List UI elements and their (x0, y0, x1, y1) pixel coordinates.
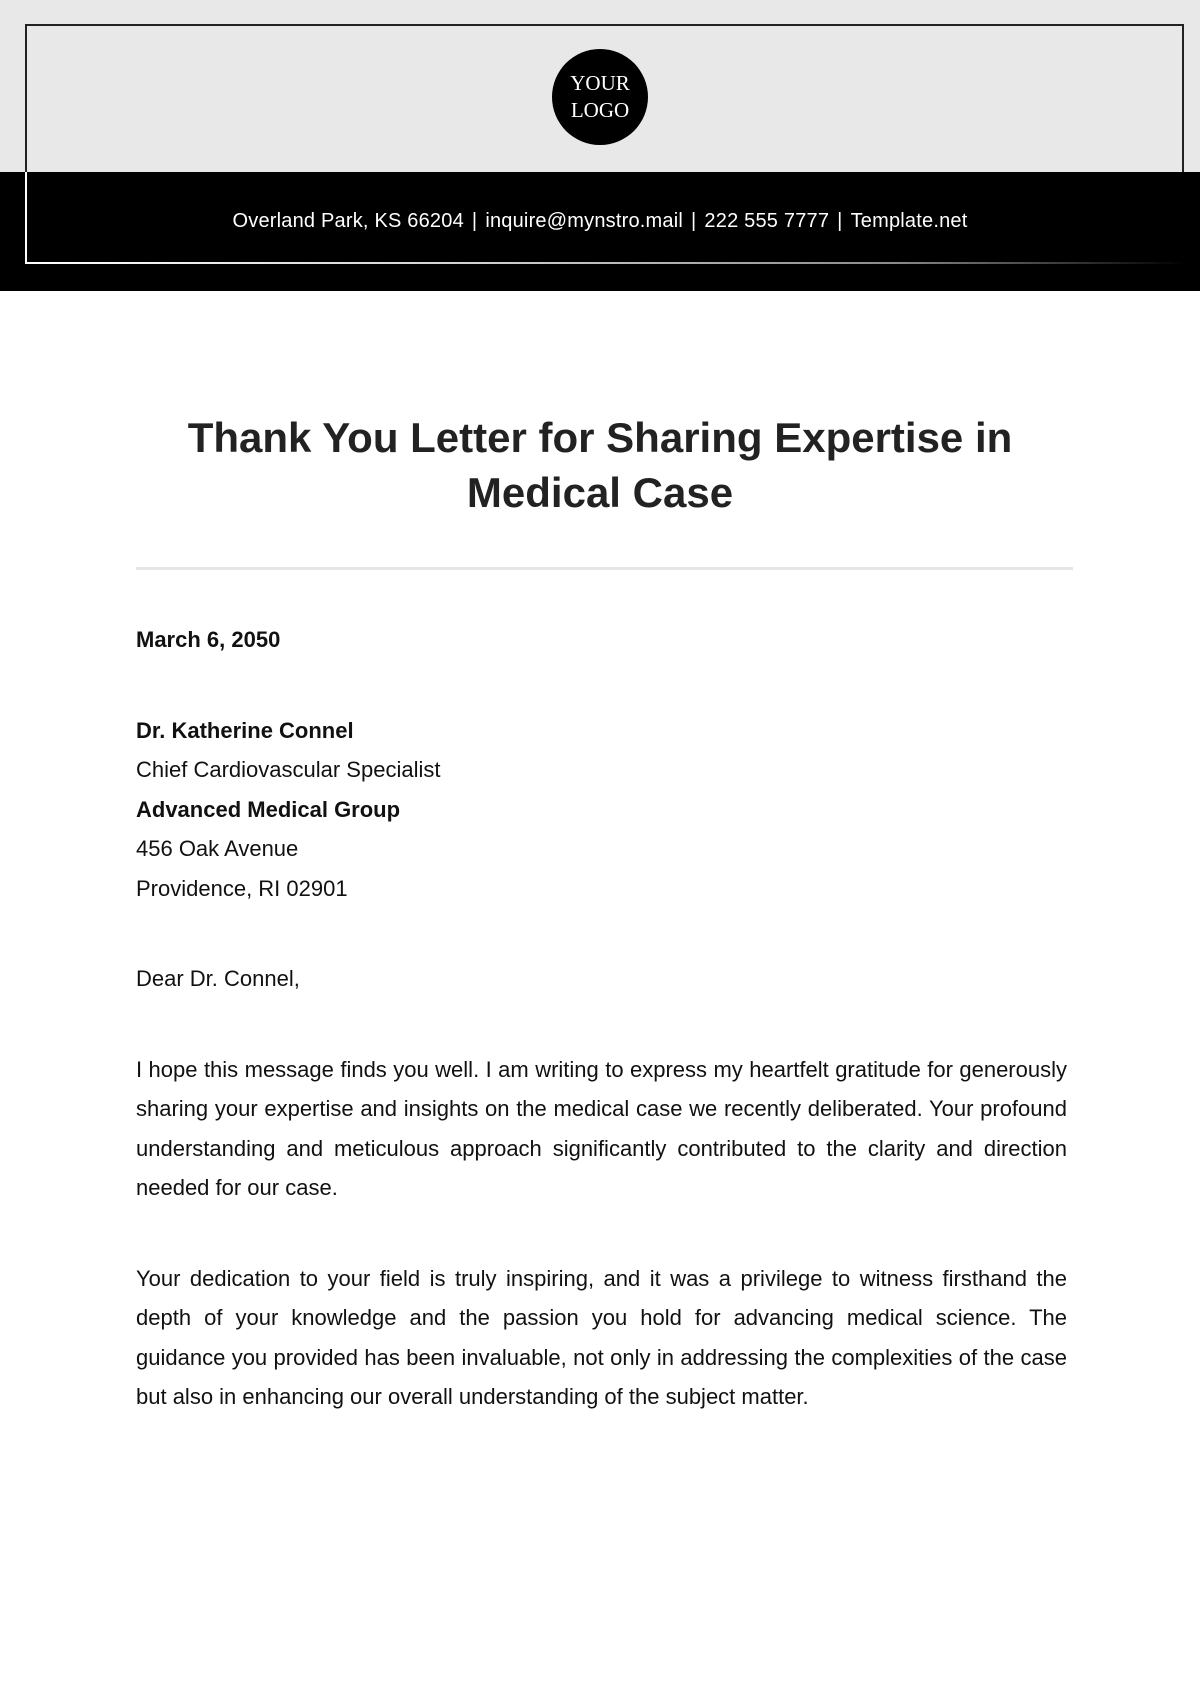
recipient-position: Chief Cardiovascular Specialist (136, 757, 441, 782)
body-paragraph-2: Your dedication to your field is truly inspiring, and it was a privilege to witness firsthand the depth of your knowledge and the passion you hold for advancing medical science. The guidance you provided has been invaluable, not only in addressing the complexities of the case but also in enhancing our overall understanding of the subject matter. (136, 1265, 1067, 1409)
contact-separator: | (837, 210, 843, 232)
contact-website[interactable]: Template.net (850, 210, 968, 232)
contact-separator: | (471, 210, 478, 232)
header-frame (26, 24, 1184, 26)
body-paragraph-1: I hope this message finds you well. I am writing to express my heartfelt gratitude for generously sharing your expertise and insights on the medical case we recently deliberated. Your profound understanding and meticulous approach significantly contributed to the clarity and direction needed for our case. (136, 1056, 1067, 1200)
logo-text-line2: LOGO (570, 98, 630, 122)
contact-info (0, 206, 1200, 236)
contact-separator: | (691, 210, 697, 232)
recipient-street: 456 Oak Avenue (136, 836, 299, 861)
letter-title: Thank You Letter for Sharing Expertise in Medical Case (187, 414, 1013, 516)
company-logo (552, 49, 648, 145)
recipient-city: Providence, RI 02901 (136, 875, 348, 901)
header-frame-bottom (25, 262, 1185, 264)
recipient-organization: Advanced Medical Group (136, 796, 401, 822)
contact-phone: 222 555 7777 (704, 210, 830, 232)
contact-address: Overland Park, KS 66204 (232, 210, 464, 232)
letter-body (136, 620, 1067, 1468)
recipient-name: Dr. Katherine Connel (136, 717, 354, 743)
letter-date: March 6, 2050 (136, 627, 281, 652)
logo-text-line1: YOUR (570, 71, 630, 95)
salutation: Dear Dr. Connel, (136, 966, 300, 991)
recipient-block (136, 711, 1067, 909)
title-divider (136, 567, 1073, 570)
header-frame-right (1182, 24, 1184, 172)
contact-email[interactable]: inquire@mynstro.mail (485, 210, 684, 232)
